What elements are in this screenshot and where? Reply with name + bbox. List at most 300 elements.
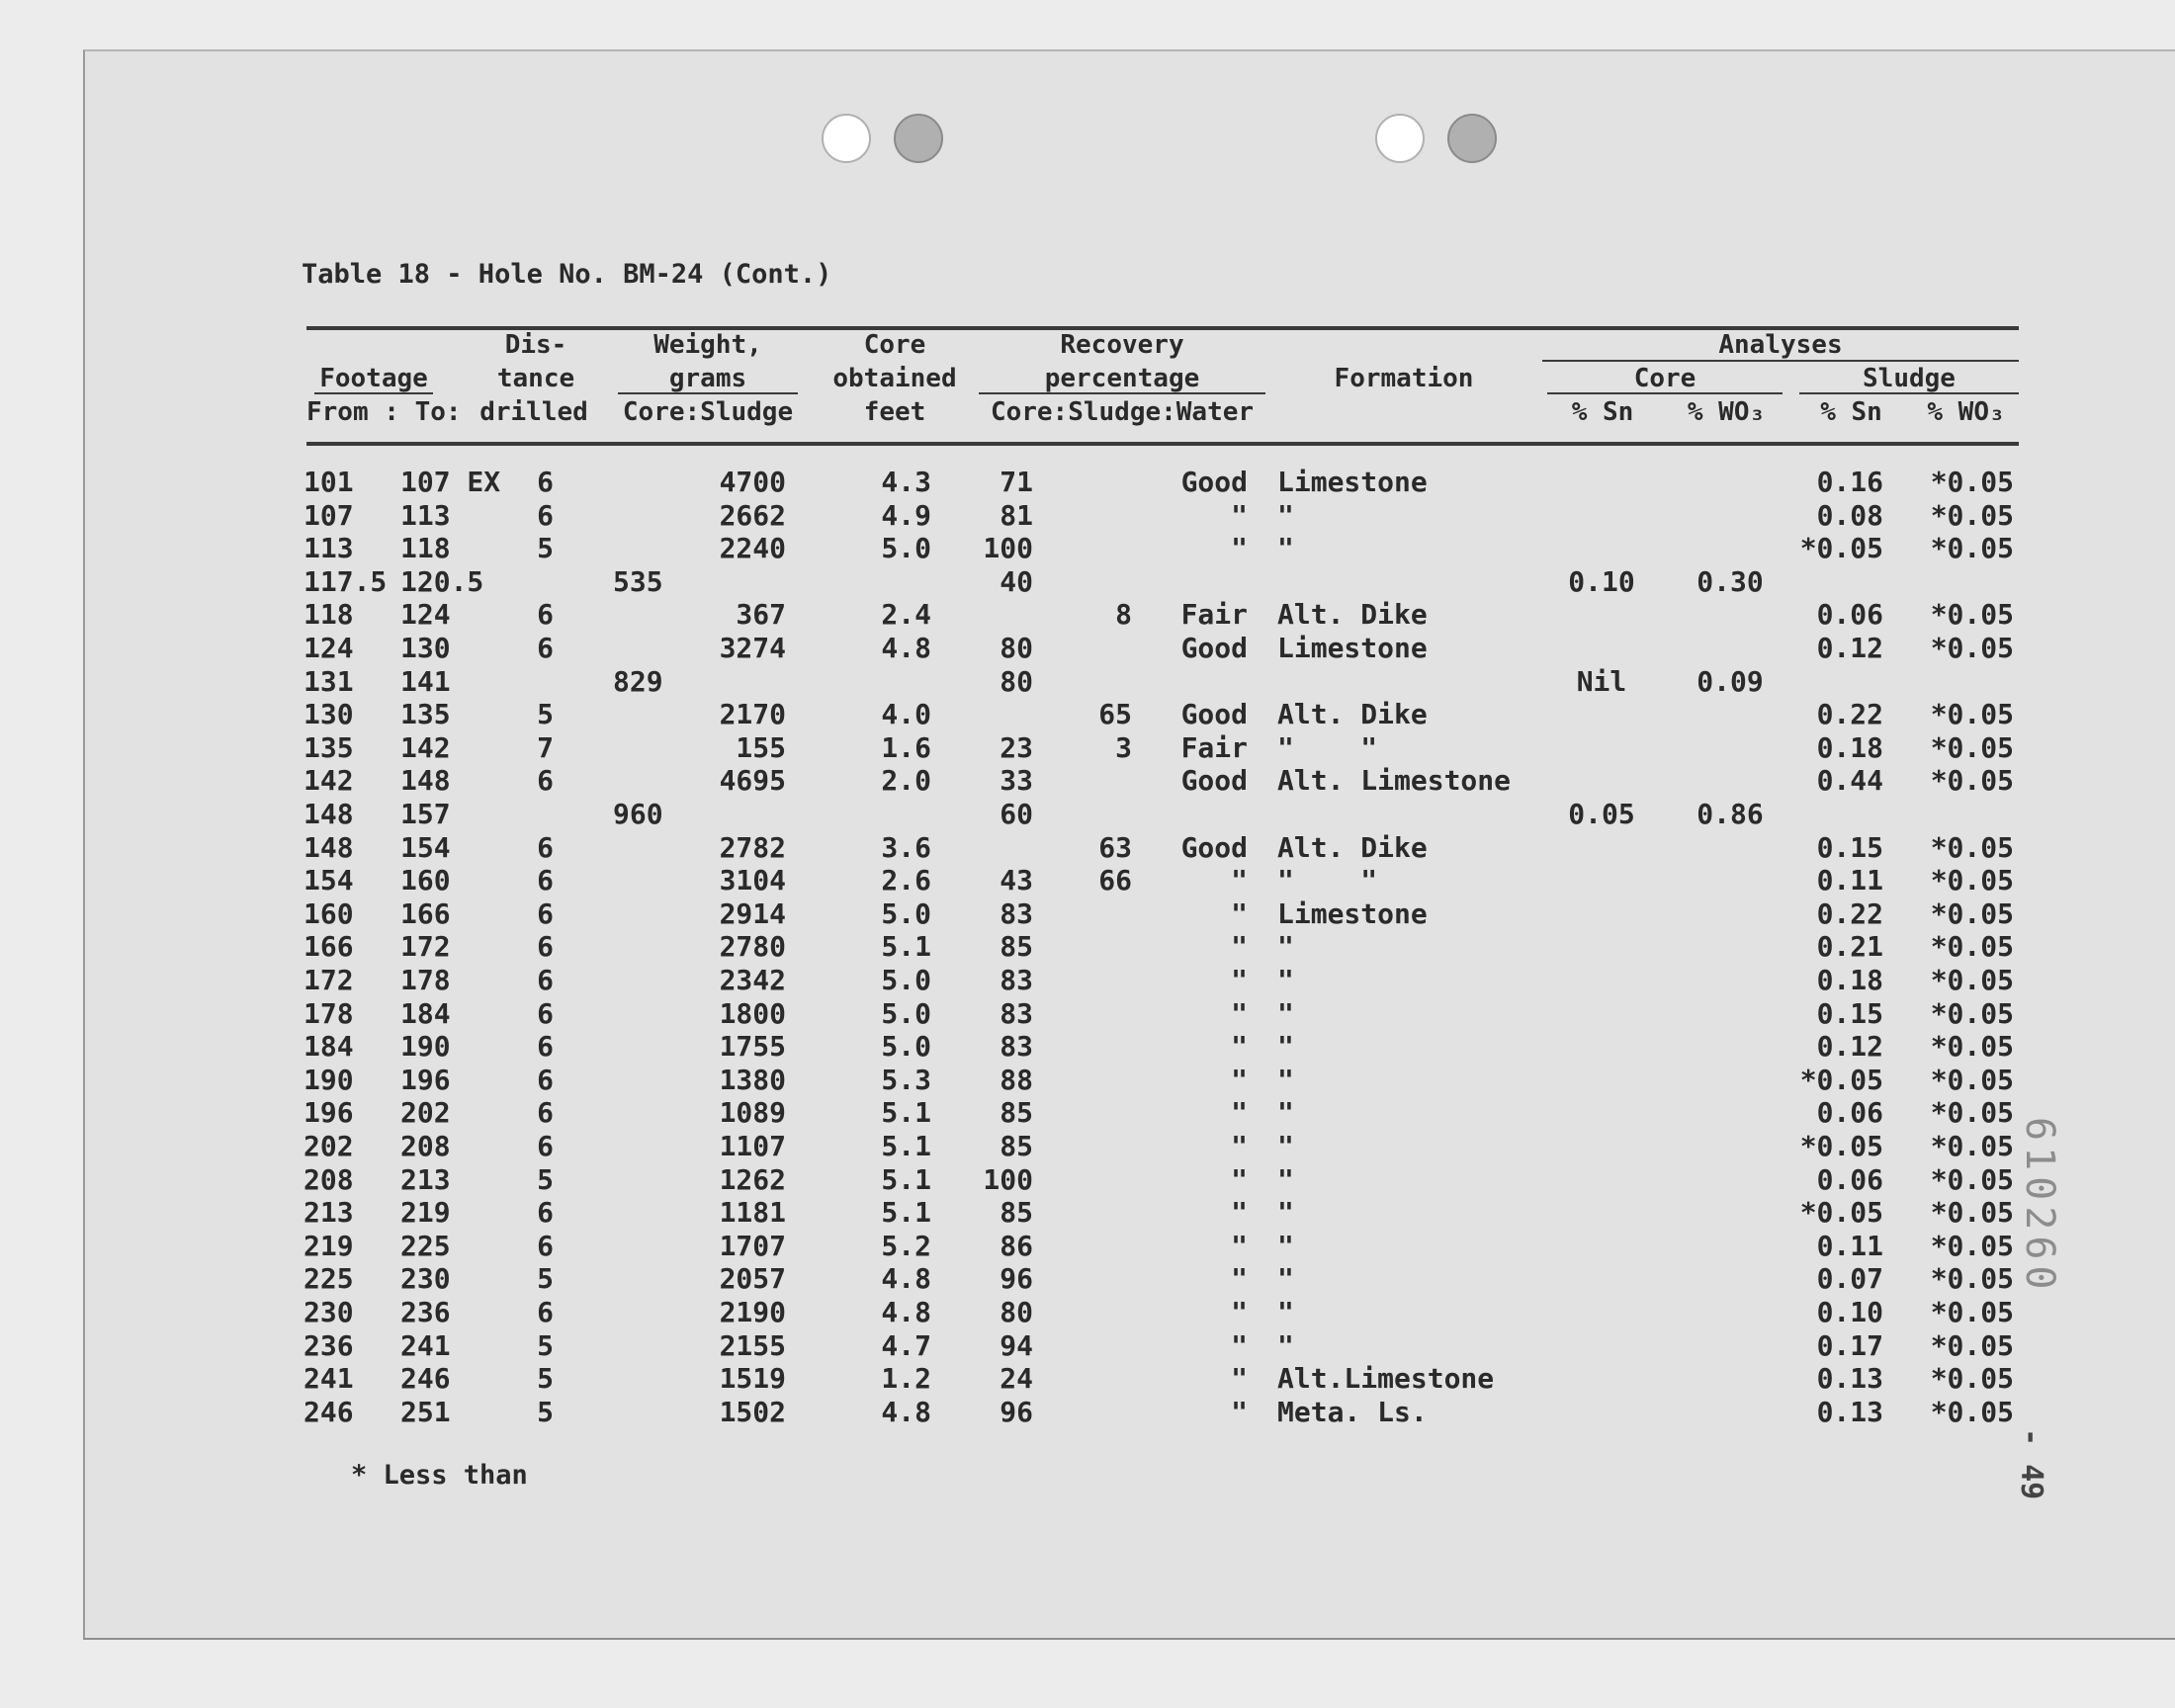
cell-rcore: 40 xyxy=(1000,564,1033,598)
cell-wsludge: 2170 xyxy=(719,698,786,731)
cell-water: Good xyxy=(1180,466,1248,498)
cell-rcore: 85 xyxy=(1000,1196,1033,1230)
cell-water: " xyxy=(1231,1063,1248,1096)
cell-swo3: *0.05 xyxy=(1930,764,2014,798)
table-title: Table 18 - Hole No. BM-24 (Cont.) xyxy=(302,259,832,290)
cell-wsludge: 155 xyxy=(736,730,786,764)
cell-obt: 2.6 xyxy=(881,864,931,897)
cell-to: 241 xyxy=(400,1328,451,1362)
cell-formation: " xyxy=(1277,930,1294,964)
cell-rsludge: 3 xyxy=(1115,730,1132,764)
punch-hole-2 xyxy=(894,114,943,163)
cell-formation: " xyxy=(1277,1096,1294,1130)
cell-formation: Meta. Ls. xyxy=(1277,1395,1428,1428)
cell-water: " xyxy=(1231,864,1248,897)
cell-formation: " xyxy=(1277,996,1294,1030)
cell-obt: 4.3 xyxy=(881,466,931,498)
cell-formation: " xyxy=(1277,964,1294,996)
cell-wsludge: 2155 xyxy=(719,1328,786,1362)
header-weight-2: grams xyxy=(668,364,747,393)
cell-from: 148 xyxy=(304,830,354,864)
header-sludge-wo3: % WO₃ xyxy=(1927,397,2005,427)
header-recovery-3: Core:Sludge:Water xyxy=(990,397,1255,427)
cell-from: 113 xyxy=(304,532,354,565)
cell-wcore: 829 xyxy=(613,664,663,698)
cell-ssn: 0.12 xyxy=(1816,1030,1883,1064)
cell-obt: 5.1 xyxy=(881,1096,931,1130)
cell-from: 178 xyxy=(304,996,354,1030)
cell-ssn: 0.12 xyxy=(1816,632,1883,664)
cell-dist: 6 xyxy=(537,830,554,864)
cell-ssn: 0.22 xyxy=(1816,698,1883,731)
cell-from: 225 xyxy=(304,1262,354,1296)
cell-to: 148 xyxy=(400,764,451,798)
cell-wsludge: 4700 xyxy=(719,466,786,498)
cell-ssn: *0.05 xyxy=(1799,532,1883,565)
cell-formation: Limestone xyxy=(1277,632,1428,664)
cell-formation: " xyxy=(1277,1328,1294,1362)
cell-csn: Nil xyxy=(1576,664,1627,698)
cell-swo3: *0.05 xyxy=(1930,1130,2014,1162)
cell-ssn: 0.06 xyxy=(1816,1162,1883,1196)
cell-ssn: 0.13 xyxy=(1816,1395,1883,1428)
header-core-sn: % Sn xyxy=(1571,397,1634,427)
cell-rcore: 43 xyxy=(1000,864,1033,897)
cell-obt: 4.0 xyxy=(881,698,931,731)
header-core-obtained-1: Core xyxy=(863,330,926,360)
cell-to: 107 EX xyxy=(400,466,501,498)
cell-swo3: *0.05 xyxy=(1930,1229,2014,1262)
cell-rcore: 85 xyxy=(1000,1096,1033,1130)
cell-to: 178 xyxy=(400,964,451,996)
cell-ssn: 0.11 xyxy=(1816,1229,1883,1262)
cell-formation: " xyxy=(1277,1196,1294,1230)
punch-hole-3 xyxy=(1375,114,1425,163)
cell-rcore: 88 xyxy=(1000,1063,1033,1096)
cell-to: 135 xyxy=(400,698,451,731)
cell-formation: Limestone xyxy=(1277,897,1428,930)
cell-to: 190 xyxy=(400,1030,451,1064)
cell-swo3: *0.05 xyxy=(1930,1328,2014,1362)
cell-wsludge: 1107 xyxy=(719,1130,786,1162)
cell-csn: 0.05 xyxy=(1568,798,1635,830)
cell-to: 124 xyxy=(400,598,451,632)
cell-obt: 4.9 xyxy=(881,498,931,532)
cell-obt: 5.0 xyxy=(881,532,931,565)
cell-to: 141 xyxy=(400,664,451,698)
cell-obt: 4.8 xyxy=(881,1296,931,1328)
cell-ssn: 0.15 xyxy=(1816,830,1883,864)
cell-ssn: 0.16 xyxy=(1816,466,1883,498)
cell-swo3: *0.05 xyxy=(1930,1296,2014,1328)
cell-from: 184 xyxy=(304,1030,354,1064)
header-footage: Footage xyxy=(319,364,428,393)
cell-from: 208 xyxy=(304,1162,354,1196)
cell-from: 117.5 xyxy=(304,564,388,598)
cell-ssn: 0.08 xyxy=(1816,498,1883,532)
cell-formation: " xyxy=(1277,1063,1294,1096)
cell-from: 213 xyxy=(304,1196,354,1230)
cell-water: " xyxy=(1231,1030,1248,1064)
cell-rcore: 100 xyxy=(983,1162,1033,1196)
cell-wsludge: 1380 xyxy=(719,1063,786,1096)
cell-from: 236 xyxy=(304,1328,354,1362)
cell-swo3: *0.05 xyxy=(1930,864,2014,897)
cell-dist: 6 xyxy=(537,1229,554,1262)
cell-dist: 6 xyxy=(537,632,554,664)
cell-dist: 5 xyxy=(537,1262,554,1296)
header-core-wo3: % WO₃ xyxy=(1687,397,1766,427)
cell-obt: 1.6 xyxy=(881,730,931,764)
header-weight-1: Weight, xyxy=(653,330,762,360)
cell-obt: 4.7 xyxy=(881,1328,931,1362)
cell-wsludge: 2190 xyxy=(719,1296,786,1328)
cell-obt: 5.0 xyxy=(881,964,931,996)
cell-from: 166 xyxy=(304,930,354,964)
cell-obt: 5.0 xyxy=(881,897,931,930)
cell-from: 131 xyxy=(304,664,354,698)
cell-ssn: 0.10 xyxy=(1816,1296,1883,1328)
cell-ssn: *0.05 xyxy=(1799,1063,1883,1096)
cell-obt: 3.6 xyxy=(881,830,931,864)
cell-from: 130 xyxy=(304,698,354,731)
cell-formation: " xyxy=(1277,532,1294,565)
footnote: * Less than xyxy=(351,1460,528,1491)
cell-obt: 1.2 xyxy=(881,1362,931,1396)
cell-ssn: 0.07 xyxy=(1816,1262,1883,1296)
cell-wsludge: 1502 xyxy=(719,1395,786,1428)
header-distance-3: drilled xyxy=(479,397,588,427)
cell-rcore: 100 xyxy=(983,532,1033,565)
cell-from: 118 xyxy=(304,598,354,632)
cell-to: 118 xyxy=(400,532,451,565)
cell-water: Good xyxy=(1180,764,1248,798)
cell-water: " xyxy=(1231,964,1248,996)
cell-dist: 6 xyxy=(537,598,554,632)
header-from-to: From : To: xyxy=(306,397,462,427)
cell-rsludge: 65 xyxy=(1098,698,1132,731)
cell-obt: 5.1 xyxy=(881,930,931,964)
cell-obt: 5.0 xyxy=(881,996,931,1030)
cell-formation: " " xyxy=(1277,864,1378,897)
cell-water: " xyxy=(1231,930,1248,964)
header-formation: Formation xyxy=(1334,364,1474,393)
cell-wsludge: 3104 xyxy=(719,864,786,897)
cell-ssn: 0.15 xyxy=(1816,996,1883,1030)
cell-from: 202 xyxy=(304,1130,354,1162)
cell-swo3: *0.05 xyxy=(1930,1395,2014,1428)
cell-wsludge: 2662 xyxy=(719,498,786,532)
cell-dist: 5 xyxy=(537,1362,554,1396)
cell-from: 107 xyxy=(304,498,354,532)
cell-from: 148 xyxy=(304,798,354,830)
cell-swo3: *0.05 xyxy=(1930,1196,2014,1230)
punch-hole-4 xyxy=(1447,114,1497,163)
header-distance-1: Dis- xyxy=(504,330,567,360)
cell-dist: 6 xyxy=(537,498,554,532)
header-bottom-rule xyxy=(306,442,2019,446)
cell-wsludge: 1755 xyxy=(719,1030,786,1064)
cell-rsludge: 66 xyxy=(1098,864,1132,897)
cell-to: 157 xyxy=(400,798,451,830)
cell-rcore: 23 xyxy=(1000,730,1033,764)
cell-swo3: *0.05 xyxy=(1930,1030,2014,1064)
punch-hole-1 xyxy=(822,114,871,163)
cell-to: 230 xyxy=(400,1262,451,1296)
cell-water: " xyxy=(1231,1362,1248,1396)
cell-swo3: *0.05 xyxy=(1930,598,2014,632)
cell-water: Good xyxy=(1180,830,1248,864)
cell-formation: Alt. Dike xyxy=(1277,830,1428,864)
cell-to: 154 xyxy=(400,830,451,864)
cell-rcore: 81 xyxy=(1000,498,1033,532)
cell-dist: 5 xyxy=(537,1162,554,1196)
cell-formation: " xyxy=(1277,1262,1294,1296)
cell-rcore: 85 xyxy=(1000,1130,1033,1162)
cell-cwo3: 0.86 xyxy=(1696,798,1764,830)
cell-water: " xyxy=(1231,1229,1248,1262)
cell-to: 208 xyxy=(400,1130,451,1162)
cell-to: 251 xyxy=(400,1395,451,1428)
cell-obt: 2.4 xyxy=(881,598,931,632)
cell-dist: 5 xyxy=(537,698,554,731)
cell-ssn: 0.22 xyxy=(1816,897,1883,930)
cell-water: Good xyxy=(1180,698,1248,731)
cell-swo3: *0.05 xyxy=(1930,930,2014,964)
cell-formation: " xyxy=(1277,498,1294,532)
cell-from: 160 xyxy=(304,897,354,930)
cell-ssn: 0.18 xyxy=(1816,730,1883,764)
cell-water: " xyxy=(1231,1262,1248,1296)
cell-wsludge: 2780 xyxy=(719,930,786,964)
cell-to: 202 xyxy=(400,1096,451,1130)
cell-rcore: 94 xyxy=(1000,1328,1033,1362)
cell-wsludge: 367 xyxy=(736,598,786,632)
cell-from: 246 xyxy=(304,1395,354,1428)
cell-rcore: 96 xyxy=(1000,1262,1033,1296)
cell-dist: 6 xyxy=(537,964,554,996)
cell-from: 230 xyxy=(304,1296,354,1328)
cell-water: " xyxy=(1231,897,1248,930)
cell-water: " xyxy=(1231,1162,1248,1196)
cell-swo3: *0.05 xyxy=(1930,532,2014,565)
cell-swo3: *0.05 xyxy=(1930,498,2014,532)
cell-rcore: 85 xyxy=(1000,930,1033,964)
cell-rcore: 33 xyxy=(1000,764,1033,798)
cell-swo3: *0.05 xyxy=(1930,830,2014,864)
cell-rcore: 83 xyxy=(1000,996,1033,1030)
cell-ssn: 0.06 xyxy=(1816,1096,1883,1130)
cell-to: 166 xyxy=(400,897,451,930)
cell-dist: 6 xyxy=(537,466,554,498)
cell-rcore: 60 xyxy=(1000,798,1033,830)
cell-to: 196 xyxy=(400,1063,451,1096)
cell-dist: 7 xyxy=(537,730,554,764)
cell-from: 154 xyxy=(304,864,354,897)
cell-rcore: 71 xyxy=(1000,466,1033,498)
cell-to: 160 xyxy=(400,864,451,897)
page-number: - 49 xyxy=(2014,1428,2048,1500)
cell-swo3: *0.05 xyxy=(1930,1162,2014,1196)
cell-to: 130 xyxy=(400,632,451,664)
cell-obt: 4.8 xyxy=(881,1395,931,1428)
cell-ssn: *0.05 xyxy=(1799,1130,1883,1162)
cell-csn: 0.10 xyxy=(1568,564,1635,598)
cell-wsludge: 1181 xyxy=(719,1196,786,1230)
cell-ssn: *0.05 xyxy=(1799,1196,1883,1230)
cell-dist: 6 xyxy=(537,1096,554,1130)
cell-swo3: *0.05 xyxy=(1930,964,2014,996)
cell-obt: 2.0 xyxy=(881,764,931,798)
header-distance-2: tance xyxy=(496,364,575,393)
header-core-obtained-2: obtained xyxy=(832,364,957,393)
cell-formation: Alt. Dike xyxy=(1277,698,1428,731)
cell-water: Fair xyxy=(1180,730,1248,764)
cell-swo3: *0.05 xyxy=(1930,1063,2014,1096)
cell-from: 241 xyxy=(304,1362,354,1396)
cell-from: 101 xyxy=(304,466,354,498)
cell-to: 172 xyxy=(400,930,451,964)
cell-cwo3: 0.30 xyxy=(1696,564,1764,598)
cell-rcore: 80 xyxy=(1000,632,1033,664)
cell-formation: " " xyxy=(1277,730,1378,764)
cell-wsludge: 1262 xyxy=(719,1162,786,1196)
cell-rcore: 80 xyxy=(1000,1296,1033,1328)
cell-swo3: *0.05 xyxy=(1930,698,2014,731)
header-sludge-sn: % Sn xyxy=(1820,397,1882,427)
cell-dist: 6 xyxy=(537,1296,554,1328)
cell-rcore: 83 xyxy=(1000,964,1033,996)
cell-dist: 6 xyxy=(537,1030,554,1064)
cell-dist: 6 xyxy=(537,897,554,930)
cell-water: " xyxy=(1231,996,1248,1030)
cell-formation: Alt.Limestone xyxy=(1277,1362,1495,1396)
cell-formation: " xyxy=(1277,1162,1294,1196)
cell-from: 196 xyxy=(304,1096,354,1130)
cell-formation: Alt. Limestone xyxy=(1277,764,1512,798)
cell-swo3: *0.05 xyxy=(1930,996,2014,1030)
cell-rcore: 24 xyxy=(1000,1362,1033,1396)
cell-obt: 5.1 xyxy=(881,1196,931,1230)
cell-obt: 4.8 xyxy=(881,1262,931,1296)
cell-to: 236 xyxy=(400,1296,451,1328)
cell-rsludge: 8 xyxy=(1115,598,1132,632)
cell-swo3: *0.05 xyxy=(1930,1262,2014,1296)
cell-from: 124 xyxy=(304,632,354,664)
cell-formation: Limestone xyxy=(1277,466,1428,498)
cell-obt: 5.1 xyxy=(881,1130,931,1162)
cell-from: 219 xyxy=(304,1229,354,1262)
cell-rcore: 96 xyxy=(1000,1395,1033,1428)
cell-dist: 6 xyxy=(537,864,554,897)
cell-ssn: 0.13 xyxy=(1816,1362,1883,1396)
cell-swo3: *0.05 xyxy=(1930,730,2014,764)
cell-wsludge: 2914 xyxy=(719,897,786,930)
cell-dist: 6 xyxy=(537,1130,554,1162)
header-core: Core xyxy=(1633,364,1696,393)
cell-from: 142 xyxy=(304,764,354,798)
cell-from: 135 xyxy=(304,730,354,764)
cell-ssn: 0.18 xyxy=(1816,964,1883,996)
cell-obt: 5.0 xyxy=(881,1030,931,1064)
cell-formation: " xyxy=(1277,1030,1294,1064)
cell-wsludge: 1519 xyxy=(719,1362,786,1396)
header-sludge: Sludge xyxy=(1863,364,1956,393)
cell-obt: 4.8 xyxy=(881,632,931,664)
cell-obt: 5.3 xyxy=(881,1063,931,1096)
cell-to: 246 xyxy=(400,1362,451,1396)
header-recovery-1: Recovery xyxy=(1060,330,1184,360)
header-recovery-2: percentage xyxy=(1044,364,1200,393)
cell-to: 184 xyxy=(400,996,451,1030)
cell-to: 219 xyxy=(400,1196,451,1230)
cell-dist: 6 xyxy=(537,930,554,964)
cell-wsludge: 4695 xyxy=(719,764,786,798)
cell-wcore: 535 xyxy=(613,564,663,598)
cell-swo3: *0.05 xyxy=(1930,466,2014,498)
cell-swo3: *0.05 xyxy=(1930,1096,2014,1130)
cell-rcore: 83 xyxy=(1000,897,1033,930)
cell-to: 142 xyxy=(400,730,451,764)
cell-ssn: 0.17 xyxy=(1816,1328,1883,1362)
cell-wsludge: 1800 xyxy=(719,996,786,1030)
header-core-obtained-3: feet xyxy=(863,397,926,427)
cell-dist: 5 xyxy=(537,1328,554,1362)
cell-to: 113 xyxy=(400,498,451,532)
cell-swo3: *0.05 xyxy=(1930,632,2014,664)
cell-formation: " xyxy=(1277,1229,1294,1262)
cell-rsludge: 63 xyxy=(1098,830,1132,864)
cell-water: " xyxy=(1231,1096,1248,1130)
side-stamp-number: 610260 xyxy=(2017,1117,2062,1296)
cell-water: " xyxy=(1231,1395,1248,1428)
cell-wsludge: 2057 xyxy=(719,1262,786,1296)
cell-cwo3: 0.09 xyxy=(1696,664,1764,698)
header-analyses: Analyses xyxy=(1718,330,1843,360)
cell-ssn: 0.44 xyxy=(1816,764,1883,798)
cell-water: " xyxy=(1231,1130,1248,1162)
cell-swo3: *0.05 xyxy=(1930,897,2014,930)
cell-dist: 6 xyxy=(537,996,554,1030)
cell-obt: 5.1 xyxy=(881,1162,931,1196)
cell-to: 120.5 xyxy=(400,564,484,598)
cell-wsludge: 1089 xyxy=(719,1096,786,1130)
cell-dist: 5 xyxy=(537,1395,554,1428)
cell-to: 213 xyxy=(400,1162,451,1196)
cell-formation: " xyxy=(1277,1130,1294,1162)
cell-wsludge: 1707 xyxy=(719,1229,786,1262)
cell-wsludge: 2342 xyxy=(719,964,786,996)
cell-rcore: 86 xyxy=(1000,1229,1033,1262)
cell-dist: 6 xyxy=(537,764,554,798)
cell-wsludge: 2240 xyxy=(719,532,786,565)
cell-obt: 5.2 xyxy=(881,1229,931,1262)
cell-rcore: 83 xyxy=(1000,1030,1033,1064)
cell-ssn: 0.06 xyxy=(1816,598,1883,632)
cell-dist: 6 xyxy=(537,1063,554,1096)
cell-water: " xyxy=(1231,498,1248,532)
cell-water: " xyxy=(1231,532,1248,565)
cell-to: 225 xyxy=(400,1229,451,1262)
cell-dist: 5 xyxy=(537,532,554,565)
cell-dist: 6 xyxy=(537,1196,554,1230)
cell-rcore: 80 xyxy=(1000,664,1033,698)
cell-ssn: 0.11 xyxy=(1816,864,1883,897)
cell-water: " xyxy=(1231,1328,1248,1362)
cell-from: 190 xyxy=(304,1063,354,1096)
cell-swo3: *0.05 xyxy=(1930,1362,2014,1396)
cell-wcore: 960 xyxy=(613,798,663,830)
